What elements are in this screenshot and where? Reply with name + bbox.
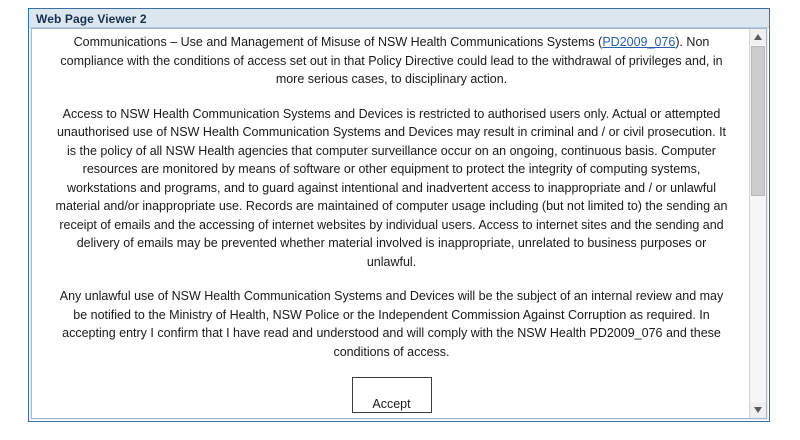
web-page-viewer-window [28, 8, 770, 422]
document-frame [31, 28, 767, 419]
document-content [32, 29, 749, 418]
accept-button[interactable]: Accept [352, 377, 432, 413]
paragraph-authorised-users: Access to NSW Health Communication Systems and Devices is restricted to authorised users only. Actual or attempted unauthorised use of NSW Health Communication Systems and Devices may result in criminal and / or civil prosecution. It is the policy of all NSW Health agencies that computer surveillance occur on an ongoing, continuous basis. Computer resources are monitored by means of software or other equipment to protect the integrity of computing systems, workstations and programs, and to guard against intentional and inadvertent access to inappropriate and / or unlawful material and/or inappropriate use. Records are maintained of computer usage including (but not limited to) the sending an receipt of emails and the accessing of internet websites by individual users. Access to internet sites and the sending and delivery of emails may be prevented whether material involved is inappropriate, unrelated to business purposes or unlawful. [55, 106, 728, 269]
window-title: Web Page Viewer 2 [29, 9, 769, 28]
scrollbar-thumb[interactable] [751, 46, 765, 196]
paragraph-1-text-after-link: ). Non compliance with the conditions of access set out in that Policy Directive could lead to the withdrawal of privileges and, in more serious cases, to disciplinary action. [60, 35, 723, 86]
paragraph-unlawful-use: Any unlawful use of NSW Health Communication Systems and Devices will be the subject of an internal review and may be notified to the Ministry of Health, NSW Police or the Independent Commission Against Corruption as required. In accepting entry I confirm that I have read and understood and will comply with the NSW Health PD2009_076 and these conditions of access. [59, 289, 724, 359]
paragraph-1-text-before-link: Communications – Use and Management of Misuse of NSW Health Communications Systems ( [73, 35, 603, 49]
scroll-down-arrow-icon[interactable] [750, 402, 766, 418]
scroll-up-arrow-icon[interactable] [750, 29, 766, 45]
paragraph-policy-directive [52, 33, 731, 89]
policy-directive-link[interactable]: PD2009_076 [602, 35, 676, 49]
accept-button-container [52, 377, 731, 413]
vertical-scrollbar[interactable] [749, 29, 766, 418]
